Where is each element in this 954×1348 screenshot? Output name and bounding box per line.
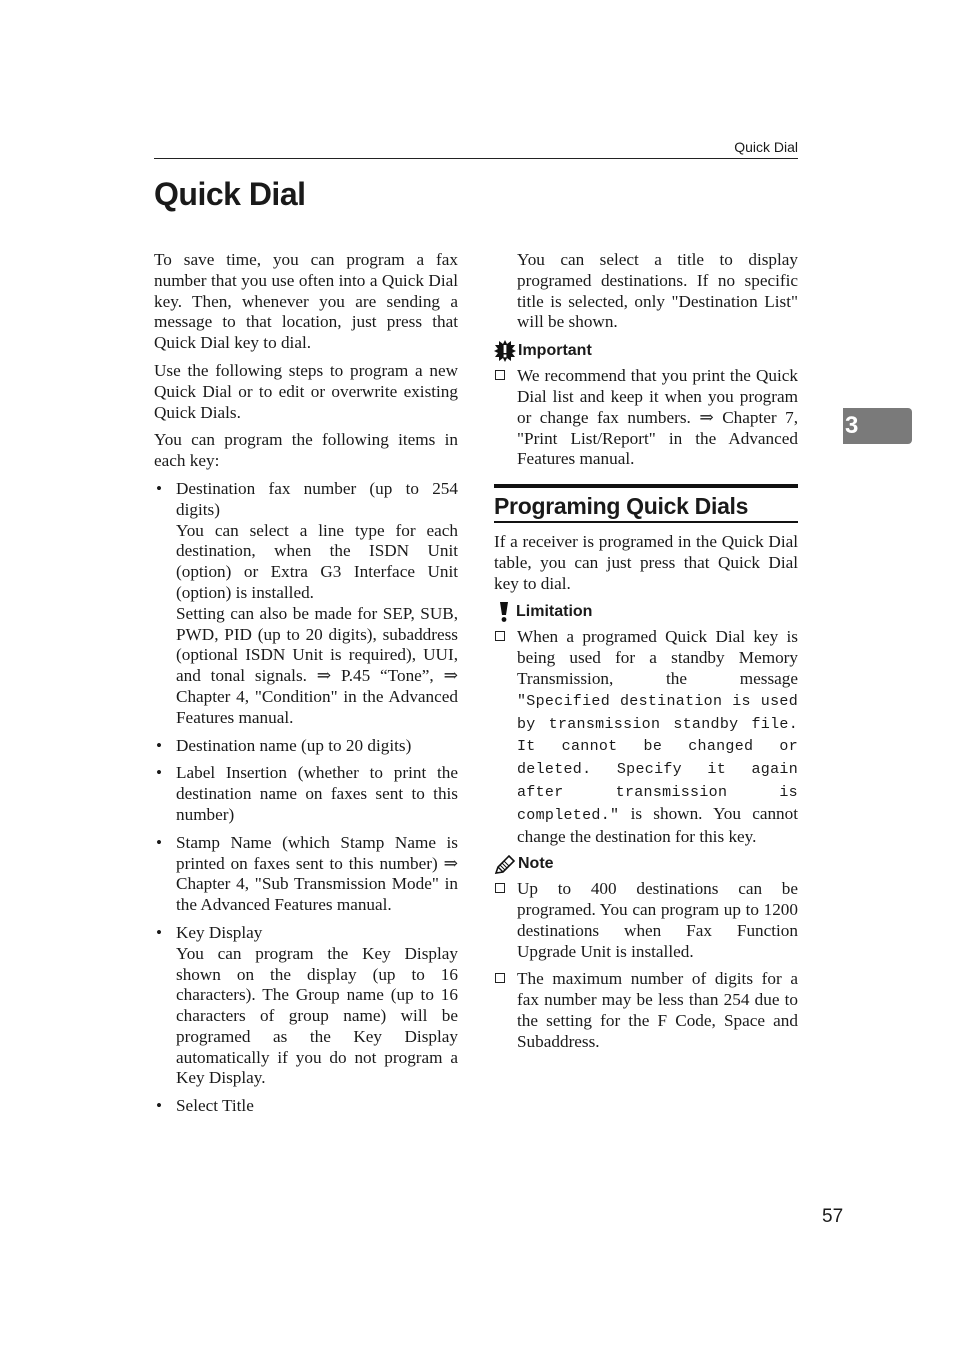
intro-paragraph: To save time, you can program a fax number that you use often into a Quick Dial key. Then, whenever you are sending a message to that location, just press that Quick Dial key to dial. — [154, 250, 458, 353]
bullet-icon: • — [156, 922, 163, 942]
note-item — [494, 879, 798, 962]
list-item — [154, 763, 458, 825]
list-item — [154, 923, 458, 1089]
limitation-text-after: is shown. You cannot change the destination for this key. — [517, 803, 799, 846]
note-item — [494, 969, 798, 1052]
left-column — [154, 250, 458, 1124]
section-rule-bottom — [494, 521, 798, 523]
bullet-icon: • — [156, 763, 163, 783]
limitation-message: "Specified destination is used by transmission standby file. It cannot be changed or deleted. Specify it again after transmission is completed." — [517, 692, 798, 824]
limitation-text-before: When a programed Quick Dial key is being used for a standby Memory Transmission, the message — [517, 627, 798, 688]
section-title: Programing Quick Dials — [494, 493, 749, 520]
list-item-label: Stamp Name (which Stamp Name is printed on faxes sent to this number) ⇒ Chapter 4, "Sub Transmission Mode" in the Advanced Features manual. — [176, 832, 458, 915]
chapter-tab: 3 — [843, 408, 912, 444]
bullet-icon: • — [156, 478, 163, 498]
page-title: Quick Dial — [154, 176, 306, 212]
important-item-text: We recommend that you print the Quick Dial list and keep it when you program or change fax numbers. ⇒ Chapter 7, "Print List/Report" in the Advanced Features manual. — [517, 366, 798, 469]
list-item-label: Select Title — [176, 1096, 254, 1116]
list-item-label: Key Display — [176, 922, 263, 942]
list-item — [154, 479, 458, 729]
limitation-item — [494, 627, 798, 847]
limitation-label — [494, 601, 798, 623]
checkbox-icon — [495, 883, 505, 893]
pencil-icon — [494, 855, 516, 875]
intro-paragraph: You can program the following items in each key: — [154, 430, 458, 471]
important-item — [494, 366, 798, 470]
bullet-icon: • — [156, 735, 163, 755]
list-item-label: Destination name (up to 20 digits) — [176, 735, 412, 755]
bullet-icon: • — [156, 1096, 163, 1116]
page-number: 57 — [822, 1206, 844, 1227]
bullet-icon: • — [156, 832, 163, 852]
intro-paragraph: Use the following steps to program a new Quick Dial or to edit or overwrite existing Quick Dials. — [154, 360, 458, 422]
list-item — [154, 1096, 458, 1117]
checkbox-icon — [495, 973, 505, 983]
note-label-text: Note — [518, 855, 554, 873]
checkbox-icon — [495, 370, 505, 380]
list-item-label: Label Insertion (whether to print the destination name on faxes sent to this number) — [176, 763, 458, 824]
list-item-detail: Setting can also be made for SEP, SUB, PWD, PID (up to 20 digits), subaddress (optional ISDN Unit is required), UUI, and tonal signals. ⇒ P.45 “Tone”, ⇒ Chapter 4, "Condition" in the Advanced Features manual. — [176, 603, 458, 727]
list-item — [154, 833, 458, 916]
list-item-label: Destination fax number (up to 254 digits) — [176, 478, 458, 519]
important-label — [494, 340, 798, 362]
note-item-text: Up to 400 destinations can be programed. You can program up to 1200 destinations when Fax Function Upgrade Unit is installed. — [517, 879, 798, 961]
list-item-detail: You can select a line type for each destination, when the ISDN Unit (option) or Extra G3 Interface Unit (option) is installed. — [176, 520, 458, 602]
list-item-continuation: You can select a title to display programed destinations. If no specific title is selected, only "Destination List" will be shown. — [517, 250, 798, 332]
important-icon — [494, 340, 516, 362]
note-label — [494, 854, 798, 875]
header-rule — [154, 158, 798, 159]
programmable-items-list — [154, 479, 458, 1117]
section-paragraph: If a receiver is programed in the Quick Dial table, you can just press that Quick Dial key to dial. — [494, 531, 798, 593]
list-item — [154, 736, 458, 757]
limitation-label-text: Limitation — [516, 602, 593, 620]
important-label-text: Important — [518, 341, 592, 359]
limitation-icon — [494, 601, 514, 623]
note-item-text: The maximum number of digits for a fax number may be less than 254 due to the setting for the F Code, Space and Subaddress. — [517, 969, 798, 1051]
checkbox-icon — [495, 631, 505, 641]
running-head: Quick Dial — [734, 139, 798, 155]
right-column — [494, 250, 798, 1060]
list-item-detail: You can program the Key Display shown on the display (up to 16 characters). The Group name (up to 16 characters of group name) will be programed as the Key Display automatically if you do not program a Key Display. — [176, 943, 458, 1088]
